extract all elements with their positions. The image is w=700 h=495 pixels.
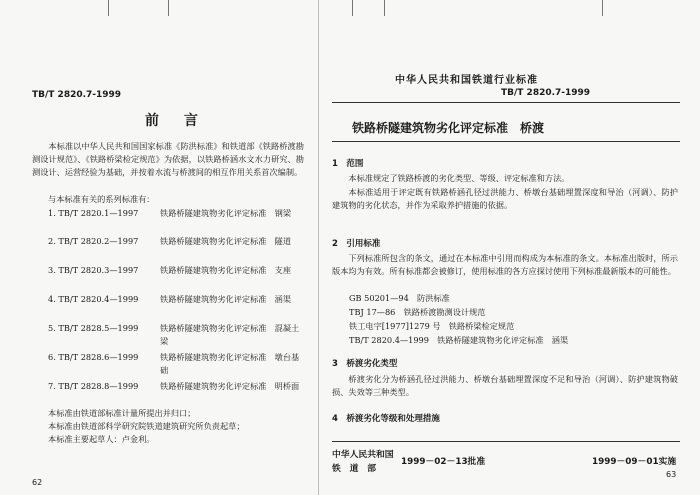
closing-authors: 本标准主要起草人：卢金利。 [48, 434, 155, 444]
crop-mark [384, 0, 385, 16]
issuer-line-2: 铁 道 部 [332, 464, 376, 474]
section-2-paragraph: 下列标准所包含的条文，通过在本标准中引用而构成为本标准的条文。本标准出版时，所示版本均为有效。所有标准都会被修订，使用标准的各方应探讨使用下列标准最新版本的可能性。 [332, 253, 678, 276]
list-item: 铁工电字[1977]1279 号 铁路桥梁检定规范 [349, 321, 515, 331]
title-rule-bottom [332, 141, 680, 142]
series-title: 铁路桥隧建筑物劣化评定标准 明桥面 [160, 381, 300, 391]
list-item [48, 235, 306, 261]
series-number: 6. TB/T 2828.6—1999 [48, 352, 139, 362]
list-item: GB 50201—94 防洪标准 [349, 293, 450, 303]
section-1-heading: 1 范围 [332, 159, 364, 169]
preface-title: 前 言 [145, 113, 208, 129]
series-number: 1. TB/T 2820.1—1997 [48, 208, 139, 218]
series-number: 5. TB/T 2828.5—1999 [48, 323, 139, 333]
section-4-heading: 4 桥渡劣化等级和处理措施 [332, 414, 440, 424]
closing-drafter: 本标准由铁道部科学研究院铁道建筑研究所负责起草； [48, 421, 245, 431]
list-item [48, 207, 306, 233]
list-item [48, 380, 306, 406]
series-title: 铁路桥隧建筑物劣化评定标准 支座 [160, 265, 292, 275]
series-number: 4. TB/T 2820.4—1999 [48, 294, 139, 304]
list-item [48, 351, 306, 377]
crop-mark [108, 0, 109, 16]
section-3-paragraph: 桥渡劣化分为桥涵孔径过洪能力、桥墩台基础埋置深度不足和导治（河调）、防护建筑物破损、失效等三种类型。 [332, 374, 678, 397]
list-item: TB/T 2820.4—1999 铁路桥隧建筑物劣化评定标准 涵渠 [349, 335, 569, 345]
section-1-paragraph-1: 本标准规定了铁路桥渡的劣化类型、等级、评定标准和方法。 [348, 173, 570, 183]
list-item [48, 322, 306, 348]
crop-mark [352, 0, 353, 16]
closing-proposer: 本标准由铁道部标准计量所提出并归口； [48, 408, 196, 418]
right-standard-code: TB/T 2820.7-1999 [501, 88, 591, 98]
document-title: 铁路桥隧建筑物劣化评定标准 桥渡 [352, 121, 545, 135]
list-item [48, 264, 306, 290]
title-rule [332, 102, 680, 103]
footer-rule [332, 441, 680, 442]
section-1-paragraph-2: 本标准适用于评定既有铁路桥涵孔径过洪能力、桥墩台基础埋置深度和导治（河调）、防护建筑物的劣化状态，并作为采取养护措施的依据。 [332, 187, 678, 210]
crop-mark [602, 0, 603, 16]
list-item: TBJ 17—86 铁路桥渡勘测设计规范 [349, 307, 486, 317]
preface-intro: 本标准以中华人民共和国国家标准《防洪标准》和铁道部《铁路桥渡勘测设计规范》、《铁路桥梁检定规范》为依据，以铁路桥涵水文水力研究、勘测设计、运营经验为基础，并按着水流与桥渡间的相互作用关系首次编制。 [32, 141, 304, 177]
left-page-number: 62 [32, 478, 43, 487]
series-title: 铁路桥隧建筑物劣化评定标准 混凝土梁 [160, 323, 300, 346]
right-page-number: 63 [666, 470, 677, 479]
series-number: 2. TB/T 2820.2—1997 [48, 236, 139, 246]
series-number: 7. TB/T 2828.8—1999 [48, 381, 139, 391]
left-standard-code: TB/T 2820.7-1999 [32, 90, 122, 100]
series-title: 铁路桥隧建筑物劣化评定标准 钢梁 [160, 208, 292, 218]
section-2-heading: 2 引用标准 [332, 239, 381, 249]
approval-date: 1999－02－13批准 [401, 457, 486, 467]
section-3-heading: 3 桥渡劣化类型 [332, 359, 398, 369]
left-page [0, 0, 318, 495]
series-title: 铁路桥隧建筑物劣化评定标准 涵渠 [160, 294, 292, 304]
org-header: 中华人民共和国铁道行业标准 [395, 75, 538, 86]
list-item [48, 293, 306, 319]
series-title: 铁路桥隧建筑物劣化评定标准 墩台基础 [160, 352, 300, 375]
series-title: 铁路桥隧建筑物劣化评定标准 隧道 [160, 236, 292, 246]
issuer-line-1: 中华人民共和国 [332, 450, 394, 460]
series-number: 3. TB/T 2820.3—1997 [48, 265, 139, 275]
crop-mark [168, 0, 169, 16]
implementation-date: 1999－09－01实施 [592, 457, 677, 467]
series-intro: 与本标准有关的系列标准有： [48, 194, 155, 204]
